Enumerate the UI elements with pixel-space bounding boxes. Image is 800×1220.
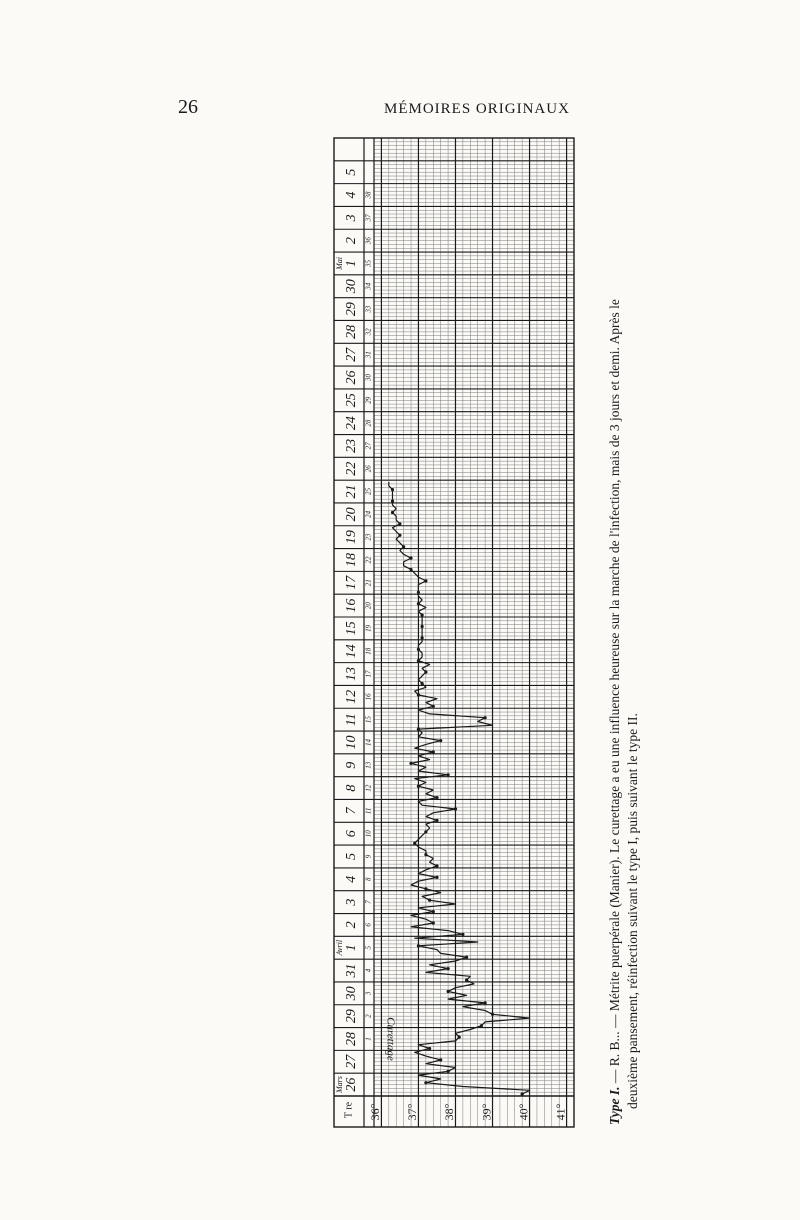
illness-day-label: 28: [364, 419, 373, 427]
temperature-point: [428, 1047, 431, 1050]
date-label: 6: [344, 830, 360, 838]
month-label: Mars: [334, 1076, 344, 1094]
illness-day-label: 16: [364, 693, 373, 701]
illness-day-label: 20: [364, 602, 373, 610]
date-label: 5: [344, 853, 360, 860]
date-label: 15: [344, 621, 360, 636]
illness-day-label: 3: [364, 991, 373, 996]
illness-day-label: 31: [364, 351, 373, 359]
temperature-point: [417, 591, 420, 594]
temperature-point: [432, 750, 435, 753]
illness-day-label: 25: [364, 488, 373, 496]
page-number: 26: [178, 96, 198, 118]
date-label: 31: [344, 963, 360, 978]
temperature-point: [432, 910, 435, 913]
date-label: 21: [344, 484, 360, 499]
date-label: 24: [344, 416, 360, 431]
illness-day-label: 14: [364, 738, 373, 746]
month-label: Avril: [334, 939, 344, 956]
caption-line-1: [606, 125, 624, 1125]
date-label: 7: [344, 807, 360, 815]
temperature-point: [421, 682, 424, 685]
illness-day-label: 34: [364, 282, 373, 290]
date-label: 25: [344, 393, 360, 408]
temperature-point: [409, 762, 412, 765]
date-label: 8: [344, 784, 360, 792]
temperature-point: [424, 1081, 427, 1084]
temperature-point: [465, 956, 468, 959]
temperature-point: [435, 819, 438, 822]
temperature-point: [413, 842, 416, 845]
illness-day-label: 6: [364, 923, 373, 927]
temperature-point: [491, 1013, 494, 1016]
temperature-point: [391, 500, 394, 503]
temperature-point: [447, 1070, 450, 1073]
temperature-point: [417, 602, 420, 605]
temperature-point: [417, 944, 420, 947]
illness-day-label: 38: [364, 191, 373, 199]
date-label: 1: [344, 944, 360, 952]
date-label: 20: [344, 507, 360, 522]
illness-day-label: 18: [364, 647, 373, 655]
illness-day-label: 24: [364, 510, 373, 518]
date-label: 2: [344, 237, 360, 245]
illness-day-label: 8: [364, 877, 373, 882]
illness-day-label: 33: [364, 305, 373, 313]
temperature-point: [417, 728, 420, 731]
temperature-point: [417, 648, 420, 651]
date-label: 18: [344, 552, 360, 567]
temperature-point: [432, 705, 435, 708]
date-label: 26: [344, 370, 360, 385]
illness-day-label: 5: [364, 945, 373, 950]
temperature-point: [447, 773, 450, 776]
temperature-tick-label: 38°: [442, 1103, 457, 1121]
temperature-tick-label: 40°: [516, 1103, 531, 1121]
date-label: 23: [344, 438, 360, 453]
temperature-point: [424, 579, 427, 582]
date-label: 13: [344, 667, 360, 682]
date-label: 22: [344, 461, 360, 476]
illness-day-label: 32: [364, 328, 373, 336]
temperature-point: [424, 671, 427, 674]
date-label: 11: [344, 713, 360, 727]
temperature-point: [421, 614, 424, 617]
temperature-point: [424, 887, 427, 890]
illness-day-label: 36: [364, 237, 373, 245]
date-label: 3: [344, 898, 360, 906]
illness-day-label: 12: [364, 784, 373, 792]
date-label: 4: [344, 875, 360, 883]
temperature-point: [391, 488, 394, 491]
temperature-tick-label: 39°: [479, 1103, 494, 1121]
temperature-point: [398, 522, 401, 525]
month-label: Mai: [334, 257, 344, 270]
temperature-point: [421, 636, 424, 639]
temperature-tick-label: 41°: [553, 1103, 568, 1121]
date-label: 14: [344, 644, 360, 659]
temperature-point: [409, 557, 412, 560]
temperature-point: [398, 534, 401, 537]
temperature-point: [435, 864, 438, 867]
temperature-point: [409, 568, 412, 571]
temperature-point: [391, 511, 394, 514]
temperature-point: [447, 990, 450, 993]
illness-day-label: 19: [364, 624, 373, 632]
date-label: 27: [344, 1054, 360, 1069]
illness-day-label: 11: [364, 807, 373, 815]
figure-caption: [606, 125, 642, 1125]
date-label: 4: [344, 191, 360, 199]
temperature-point: [421, 625, 424, 628]
illness-day-label: 29: [364, 396, 373, 404]
temperature-point: [435, 796, 438, 799]
temperature-point: [428, 899, 431, 902]
illness-day-label: 22: [364, 556, 373, 564]
illness-day-label: 30: [364, 374, 373, 381]
date-label: 28: [344, 324, 360, 339]
date-label: 30: [344, 986, 360, 1001]
date-label: 28: [344, 1031, 360, 1046]
illness-day-label: 26: [364, 465, 373, 473]
date-label: 3: [344, 214, 360, 222]
illness-day-label: 13: [364, 761, 373, 769]
running-head: MÉMOIRES ORIGINAUX: [384, 101, 570, 117]
temperature-tick-label: 36°: [368, 1103, 383, 1121]
date-label: 1: [344, 259, 360, 267]
date-label: 19: [344, 530, 360, 545]
date-label: 29: [344, 1009, 360, 1024]
temperature-point: [454, 807, 457, 810]
temperature-point: [480, 1024, 483, 1027]
date-label: 16: [344, 598, 360, 613]
date-label: 29: [344, 302, 360, 317]
illness-day-label: 1: [364, 1037, 373, 1041]
illness-day-label: 37: [364, 214, 373, 222]
temperature-point: [521, 1093, 524, 1096]
temperature-point: [461, 933, 464, 936]
date-label: 27: [344, 347, 360, 362]
caption-line-1-text: — R. B... — Métrite puerpérale (Manier). Le curettage a eu une influence heureuse sur la marche de l'infection, mais de 3 jours et demi. Après le: [607, 299, 622, 1087]
temperature-point: [484, 716, 487, 719]
date-label: 30: [344, 279, 360, 294]
temperature-point: [432, 921, 435, 924]
temperature-point: [402, 545, 405, 548]
illness-day-label: 35: [364, 259, 373, 267]
date-label: 5: [344, 168, 360, 176]
illness-day-label: 17: [364, 670, 373, 678]
date-label: 12: [344, 689, 360, 704]
temperature-point: [424, 853, 427, 856]
temperature-point: [447, 967, 450, 970]
date-label: 2: [344, 921, 360, 929]
date-label: 26: [344, 1077, 360, 1092]
illness-day-label: 15: [364, 716, 373, 724]
temperature-axis-header: T re: [343, 1101, 355, 1119]
illness-day-label: 9: [364, 854, 373, 859]
temperature-point: [435, 876, 438, 879]
caption-line-2: deuxième pansement, réinfection suivant le type I, puis suivant le type II.: [625, 713, 640, 1109]
illness-day-label: 2: [364, 1014, 373, 1018]
temperature-point: [439, 1058, 442, 1061]
date-label: 10: [344, 735, 360, 750]
temperature-point: [417, 659, 420, 662]
caption-type-label: Type I.: [607, 1086, 622, 1125]
illness-day-label: 7: [364, 900, 373, 904]
temperature-point: [484, 1001, 487, 1004]
illness-day-label: 23: [364, 533, 373, 541]
date-label: 17: [344, 575, 360, 590]
annotation-curettage: Curettage: [384, 1017, 397, 1061]
temperature-point: [458, 1036, 461, 1039]
temperature-point: [417, 785, 420, 788]
illness-day-label: 4: [364, 968, 373, 973]
temperature-point: [424, 830, 427, 833]
date-label: 9: [344, 761, 360, 769]
illness-day-label: 10: [364, 830, 373, 838]
temperature-point: [465, 979, 468, 982]
temperature-point: [417, 693, 420, 696]
illness-day-label: 27: [364, 442, 373, 450]
illness-day-label: 21: [364, 579, 373, 587]
temperature-tick-label: 37°: [405, 1103, 420, 1121]
temperature-point: [439, 739, 442, 742]
